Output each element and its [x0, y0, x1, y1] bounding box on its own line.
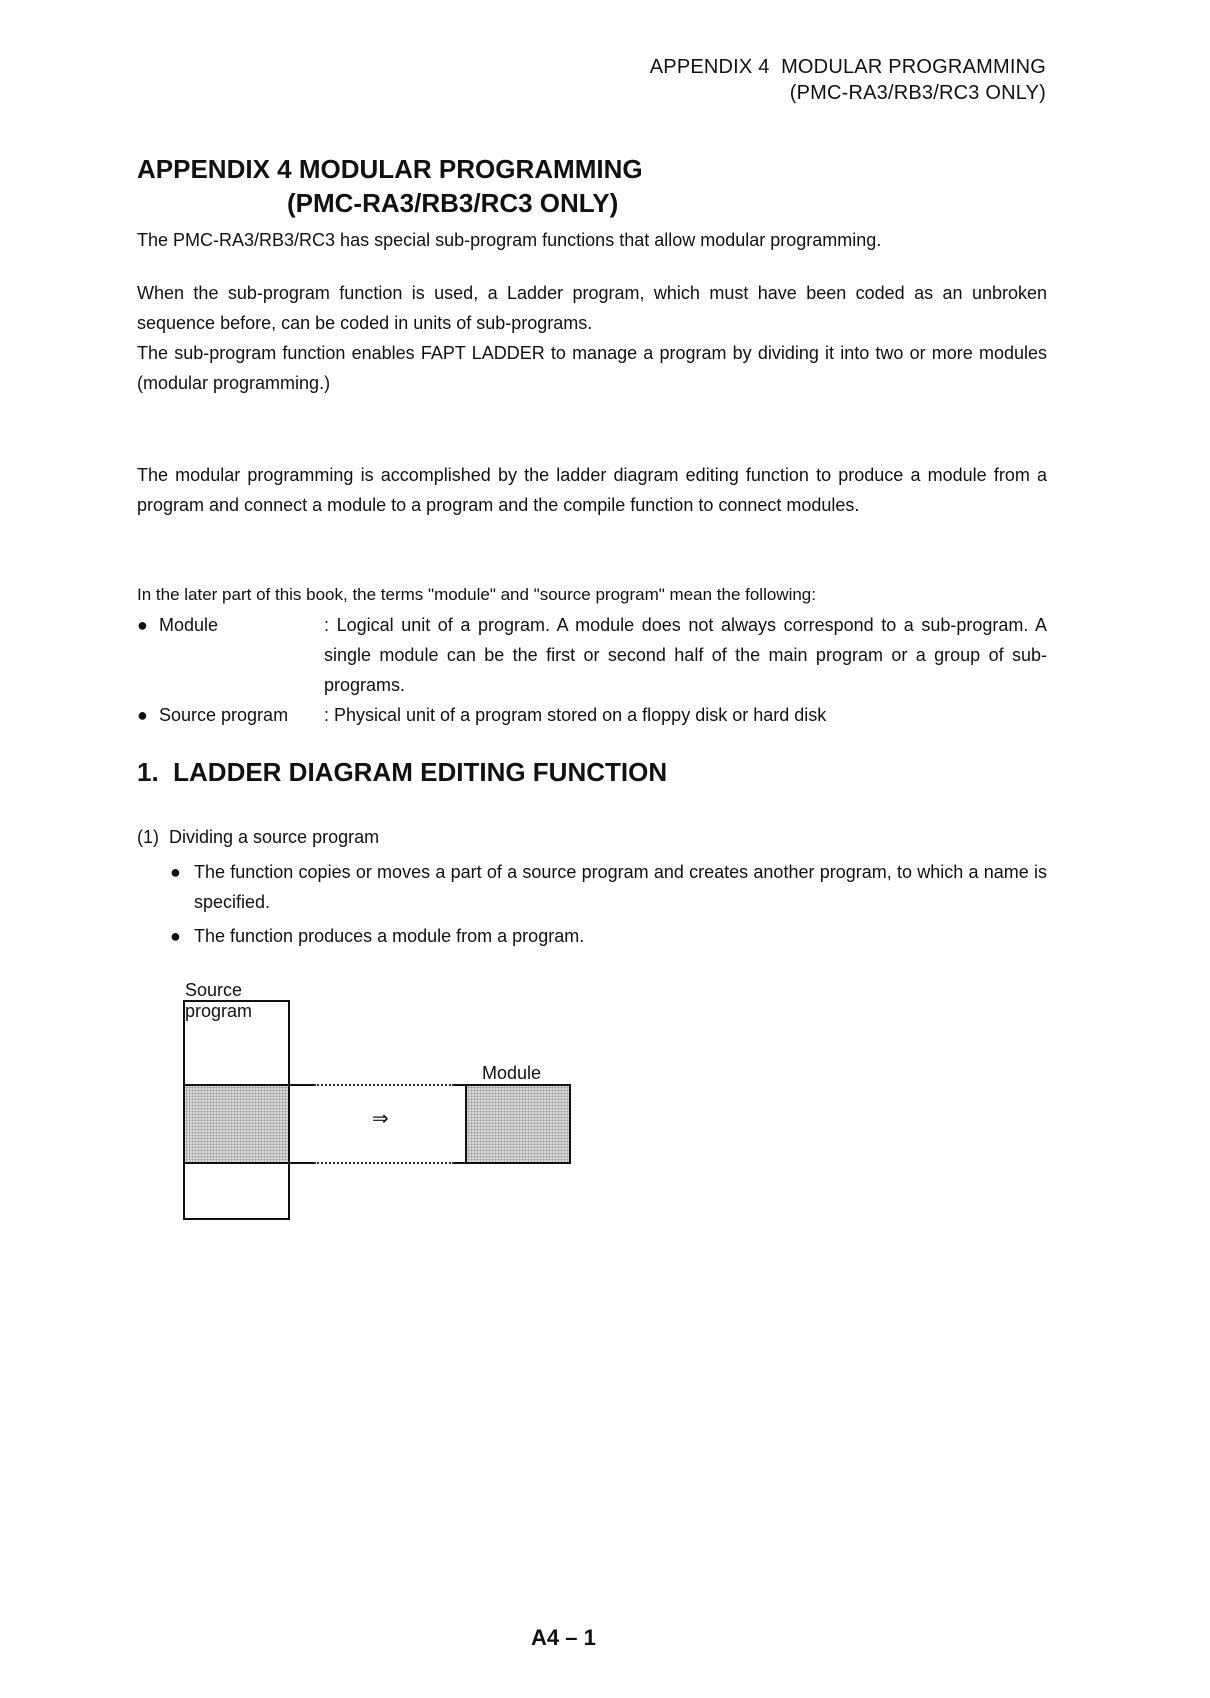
source-program-selected-block — [183, 1084, 290, 1164]
bullet-icon: ● — [170, 862, 181, 882]
subsection-heading: (1) Dividing a source program — [137, 827, 380, 847]
running-header-line2: (PMC-RA3/RB3/RC3 ONLY) — [789, 82, 1046, 104]
subsection-bullets — [170, 857, 1047, 951]
section-title: 1. LADDER DIAGRAM EDITING FUNCTION — [137, 757, 668, 787]
list-item — [170, 857, 1047, 917]
source-program-bottom-block — [183, 1162, 290, 1220]
bullet-icon: ● — [137, 615, 148, 635]
intro-paragraph: The PMC-RA3/RB3/RC3 has special sub-program functions that allow modular programming. — [137, 230, 882, 250]
definition-list — [137, 610, 1047, 730]
running-header — [650, 54, 1046, 106]
bullet-icon: ● — [137, 705, 148, 725]
connector-line — [290, 1084, 314, 1086]
page-title-line1: APPENDIX 4 MODULAR PROGRAMMING — [137, 154, 643, 184]
modular-paragraph: The modular programming is accomplished by the ladder diagram editing function to produce a module from a program and connect a module to a program and the compile function to connect modules. — [137, 465, 1047, 515]
running-header-line1: APPENDIX 4 MODULAR PROGRAMMING — [649, 56, 1046, 78]
list-item-text: The function copies or moves a part of a source program and creates another program, to which a name is specified. — [194, 862, 1047, 912]
definition-module — [137, 610, 1047, 700]
fapt-paragraph: The sub-program function enables FAPT LADDER to manage a program by dividing it into two or more modules (modular programming.) — [137, 343, 1047, 393]
source-program-label: Source program — [185, 980, 253, 1021]
bullet-icon: ● — [170, 926, 181, 946]
module-label: Module — [482, 1063, 542, 1083]
dotted-connector-top — [314, 1084, 454, 1086]
definition-text: : Physical unit of a program stored on a floppy disk or hard disk — [324, 705, 827, 725]
definition-text: : Logical unit of a program. A module does not always correspond to a sub-program. A single module can be the first or second half of the main program or a group of sub-programs. — [324, 615, 1047, 695]
page-title — [137, 152, 643, 220]
dotted-connector-bottom — [314, 1162, 454, 1164]
terms-intro: In the later part of this book, the terms "module" and "source program" mean the following: — [137, 585, 816, 604]
right-double-arrow-icon: ⇒ — [372, 1108, 389, 1130]
connector-line — [290, 1162, 314, 1164]
subprogram-paragraph: When the sub-program function is used, a Ladder program, which must have been coded as an unbroken sequence before, can be coded in units of sub-programs. — [137, 283, 1047, 333]
list-item — [170, 921, 1047, 951]
definition-term: Module — [159, 615, 219, 635]
page-title-line2: (PMC-RA3/RB3/RC3 ONLY) — [287, 188, 619, 218]
module-block — [465, 1084, 571, 1164]
definition-source-program — [137, 700, 1047, 730]
source-program-top-block — [183, 1000, 290, 1086]
definition-term: Source program — [159, 705, 289, 725]
list-item-text: The function produces a module from a program. — [194, 926, 585, 946]
page-number: A4 – 1 — [531, 1625, 596, 1650]
